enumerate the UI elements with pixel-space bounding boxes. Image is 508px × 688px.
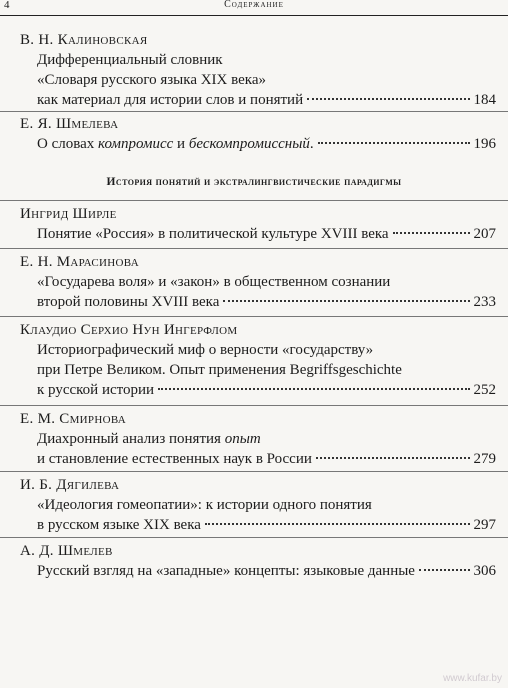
dot-leader [223,300,469,302]
entry-title-line: Историографический миф о верности «государству» [37,342,374,358]
entry-separator [0,537,508,538]
toc-entry [20,114,496,154]
entry-author: Е. М. Смирнова [20,411,127,427]
toc-entry [20,204,496,244]
entry-author: Клаудио Серхио Нун Ингерфлом [20,322,238,338]
entry-title-line: Дифференциальный словник [37,52,223,68]
entry-title-leader-line [20,449,496,469]
entry-title-line: как материал для истории слов и понятий [37,92,304,108]
entry-author: В. Н. Калиновская [20,32,148,48]
dot-leader [393,232,470,234]
entry-author: Е. Н. Марасинова [20,254,139,270]
toc-entry [20,30,496,110]
dot-leader [307,98,469,100]
entry-page: 297 [473,517,496,533]
entry-title-line: при Петре Великом. Опыт применения Begriffsgeschichte [37,362,402,378]
entry-page: 306 [473,563,496,579]
entry-title-leader-line [20,134,496,154]
entry-author: Ингрид Ширле [20,206,117,222]
toc-entry [20,541,496,581]
entry-title-line: второй половины XVIII века [37,294,220,310]
section-title: История понятий и экстралингвистические парадигмы [106,176,402,188]
entry-title-line: к русской истории [37,382,155,398]
running-head [0,0,508,14]
entry-separator [0,111,508,112]
entry-separator [0,248,508,249]
entry-title-line: в русском языке XIX века [37,517,201,533]
watermark: www.kufar.by [443,673,502,684]
entry-separator [0,316,508,317]
entry-title-leader-line [20,224,496,244]
entry-page: 233 [473,294,496,310]
toc-entry [20,475,496,535]
entry-page: 279 [473,451,496,467]
running-title: Содержание [224,0,284,10]
header-rule [0,15,508,16]
entry-title-line: «Словаря русского языка XIX века» [37,72,267,88]
dot-leader [205,523,470,525]
entry-separator [0,200,508,201]
dot-leader [318,142,470,144]
entry-title-leader-line [20,292,496,312]
entry-title-line: Диахронный анализ понятия опыт [37,431,261,447]
entry-title-line: О словах компромисс и бескомпромиссный. [37,136,314,152]
entry-title-leader-line [20,90,496,110]
entry-author: Е. Я. Шмелева [20,116,119,132]
entry-author: А. Д. Шмелев [20,543,113,559]
entry-title-line: «Государева воля» и «закон» в общественном сознании [37,274,391,290]
entry-title-leader-line [20,380,496,400]
dot-leader [158,388,469,390]
toc-entry [20,252,496,312]
entry-separator [0,471,508,472]
entry-title-line: Русский взгляд на «западные» концепты: языковые данные [37,563,415,579]
dot-leader [316,457,470,459]
entry-separator [0,405,508,406]
toc-entry [20,409,496,469]
entry-title-line: «Идеология гомеопатии»: к истории одного понятия [37,497,372,513]
entry-title-line: Понятие «Россия» в политической культуре XVIII века [37,226,389,242]
toc-entry [20,320,496,400]
entry-page: 196 [473,136,496,152]
entry-title-leader-line [20,561,496,581]
entry-page: 252 [473,382,496,398]
page-number: 4 [4,0,10,11]
entry-page: 184 [473,92,496,108]
entry-title-line: и становление естественных наук в России [37,451,312,467]
dot-leader [419,569,470,571]
entry-page: 207 [473,226,496,242]
entry-author: И. Б. Дягилева [20,477,120,493]
entry-title-leader-line [20,515,496,535]
